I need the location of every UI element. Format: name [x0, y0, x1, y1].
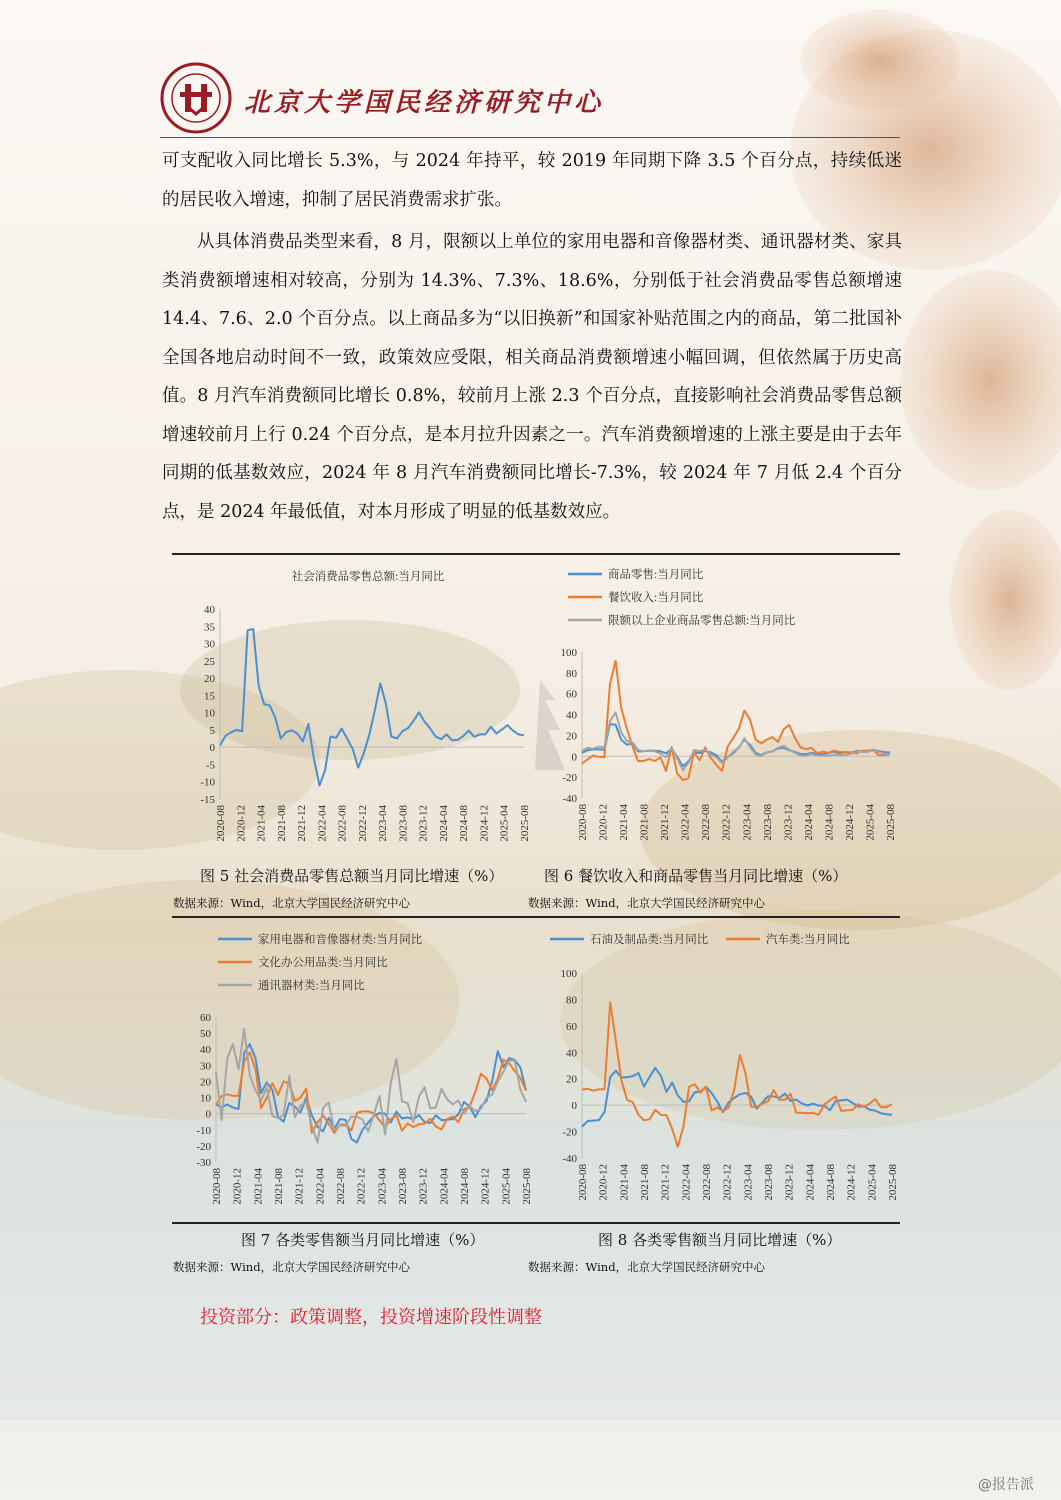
x-tick-label: 2021-12: [293, 1168, 306, 1205]
x-tick-label: 2024-04: [802, 804, 815, 841]
paragraph-1: 可支配收入同比增长 5.3%，与 2024 年持平，较 2019 年同期下降 3.5 个百分点，持续低迷的居民收入增速，抑制了居民消费需求扩张。: [162, 151, 902, 210]
x-tick-label: 2022-04: [314, 1168, 327, 1205]
figure-8-caption: 图 8 各类零售额当月同比增速（%）: [598, 1231, 842, 1249]
x-tick-label: 2021-04: [252, 1168, 265, 1205]
y-tick-label: 5: [209, 724, 215, 737]
legend-label: 汽车类:当月同比: [766, 934, 850, 946]
y-tick-label: 100: [560, 647, 577, 659]
x-tick-label: 2024-04: [804, 1164, 817, 1201]
figure-7-source: 数据来源：Wind，北京大学国民经济研究中心: [173, 1260, 411, 1274]
x-tick-label: 2024-04: [438, 1168, 451, 1205]
y-tick-label: 60: [566, 1020, 577, 1033]
y-tick-label: -40: [562, 793, 577, 805]
figure-5-caption: 图 5 社会消费品零售总额当月同比增速（%）: [200, 867, 504, 885]
y-tick-label: 0: [571, 751, 577, 764]
figure-mid-rule: [172, 916, 900, 918]
x-tick-label: 2024-08: [825, 1164, 837, 1201]
x-tick-label: 2021-08: [275, 805, 288, 842]
x-tick-label: 2021-12: [659, 1164, 672, 1201]
x-tick-label: 2025-08: [521, 1168, 533, 1205]
y-tick-label: -10: [196, 1124, 211, 1137]
x-tick-label: 2021-04: [618, 1164, 631, 1201]
x-tick-label: 2023-04: [376, 1168, 389, 1205]
x-tick-label: 2024-08: [823, 804, 836, 841]
y-tick-label: 20: [200, 1076, 211, 1089]
x-tick-label: 2022-12: [721, 1164, 734, 1201]
y-tick-label: 15: [204, 690, 215, 703]
chart-category-retail-1: [178, 925, 538, 1215]
x-tick-label: 2021-12: [659, 804, 672, 841]
x-tick-label: 2023-04: [377, 805, 390, 842]
x-tick-label: 2024-12: [479, 1168, 492, 1205]
x-tick-label: 2023-04: [742, 1164, 755, 1201]
x-tick-label: 2020-08: [577, 804, 589, 841]
y-tick-label: -10: [200, 776, 215, 789]
y-tick-label: 20: [204, 673, 215, 686]
y-tick-label: 20: [566, 730, 577, 743]
y-tick-label: 40: [566, 1047, 577, 1060]
x-tick-label: 2023-12: [782, 804, 795, 841]
chart-category-retail-2: [540, 925, 900, 1215]
x-tick-label: 2025-08: [885, 804, 897, 841]
x-tick-label: 2021-08: [639, 1164, 651, 1201]
chart-catering-goods-yoy: [540, 560, 900, 860]
y-tick-label: -5: [205, 759, 215, 772]
x-tick-label: 2021-08: [638, 804, 651, 841]
x-tick-label: 2024-04: [437, 805, 450, 842]
x-tick-label: 2023-12: [417, 1168, 430, 1205]
x-tick-label: 2025-08: [519, 805, 531, 842]
y-tick-label: -30: [196, 1157, 211, 1169]
y-tick-label: 40: [200, 1044, 211, 1057]
x-tick-label: 2023-04: [741, 804, 754, 841]
x-tick-label: 2022-08: [701, 1164, 713, 1201]
series-line-1: [216, 1044, 526, 1142]
x-tick-label: 2024-12: [845, 1164, 858, 1201]
figure-5-source: 数据来源：Wind，北京大学国民经济研究中心: [173, 896, 411, 910]
y-tick-label: 60: [566, 688, 577, 701]
x-tick-label: 2024-12: [843, 804, 856, 841]
y-tick-label: 35: [204, 621, 215, 634]
x-tick-label: 2025-08: [887, 1164, 899, 1201]
legend-label: 商品零售:当月同比: [608, 569, 704, 581]
body-text: [162, 142, 902, 531]
y-tick-label: 25: [204, 655, 215, 668]
paragraph-2: 从具体消费品类型来看，8 月，限额以上单位的家用电器和音像器材类、通讯器材类、家具类消费额增速相对较高，分别为 14.3%、7.3%、18.6%，分别低于社会消费品零售总额增速 14.4、7.6、2.0 个百分点。以上商品多为“以旧换新”和国家补贴范围之内的商品，第二批国补全国各地启动时间不一致，政策效应受限，相关商品消费额增速小幅回调，但依然属于历史高值。8 月汽车消费额同比增长 0.8%，较前月上涨 2.3 个百分点，直接影响社会消费品零售总额增速较前月上行 0.24 个百分点，是本月拉升因素之一。汽车消费额增速的上涨主要是由于去年同期的低基数效应，2024 年 8 月汽车消费额同比增长-7.3%，较 2024 年 7 月低 2.4 个百分点，是 2024 年最低值，对本月形成了明显的低基数效应。: [162, 232, 902, 522]
x-tick-label: 2023-08: [763, 1164, 775, 1201]
y-tick-label: 10: [200, 1092, 211, 1105]
x-tick-label: 2022-12: [356, 805, 369, 842]
legend-label: 石油及制品类:当月同比: [590, 934, 709, 946]
y-tick-label: -40: [562, 1153, 577, 1165]
x-tick-label: 2020-08: [577, 1164, 589, 1201]
y-tick-label: 0: [209, 742, 215, 755]
figure-8-source: 数据来源：Wind，北京大学国民经济研究中心: [528, 1260, 766, 1274]
section-title: 投资部分：政策调整，投资增速阶段性调整: [200, 1307, 542, 1328]
header-rule: [160, 137, 900, 138]
x-tick-label: 2024-08: [458, 805, 471, 842]
y-tick-label: -20: [562, 1126, 577, 1139]
y-tick-label: 60: [200, 1012, 211, 1024]
y-tick-label: 40: [204, 604, 215, 616]
x-tick-label: 2022-12: [720, 804, 733, 841]
x-tick-label: 2020-12: [235, 805, 248, 842]
series-line-3: [582, 712, 890, 770]
y-tick-label: 20: [566, 1073, 577, 1086]
x-tick-label: 2023-08: [397, 805, 410, 842]
y-tick-label: 30: [204, 638, 215, 651]
legend-label: 限额以上企业商品零售总额:当月同比: [608, 615, 796, 627]
university-logo: [160, 62, 232, 134]
legend-label: 文化办公用品类:当月同比: [258, 957, 388, 969]
y-tick-label: 50: [200, 1028, 211, 1041]
y-tick-label: -20: [196, 1140, 211, 1153]
header-title: 北京大学国民经济研究中心: [244, 88, 605, 118]
x-tick-label: 2023-12: [417, 805, 430, 842]
x-tick-label: 2021-04: [618, 804, 631, 841]
figure-6-source: 数据来源：Wind，北京大学国民经济研究中心: [528, 896, 766, 910]
x-tick-label: 2025-04: [866, 1164, 879, 1201]
page-header: [160, 62, 900, 138]
x-tick-label: 2022-04: [316, 805, 329, 842]
legend-label: 餐饮收入:当月同比: [608, 592, 704, 604]
legend-label: 通讯器材类:当月同比: [258, 980, 365, 992]
x-tick-label: 2022-08: [335, 1168, 347, 1205]
y-tick-label: 80: [566, 994, 577, 1007]
series-line-1: [220, 629, 524, 786]
figure-6-caption: 图 6 餐饮收入和商品零售当月同比增速（%）: [544, 867, 848, 885]
x-tick-label: 2024-12: [478, 805, 491, 842]
x-tick-label: 2021-12: [296, 805, 309, 842]
x-tick-label: 2023-08: [761, 804, 774, 841]
x-tick-label: 2021-08: [273, 1168, 285, 1205]
series-line-2: [582, 1002, 892, 1147]
x-tick-label: 2022-08: [700, 804, 713, 841]
y-tick-label: 40: [566, 709, 577, 722]
x-tick-label: 2025-04: [864, 804, 877, 841]
series-line-3: [216, 1029, 526, 1143]
y-tick-label: 100: [560, 968, 577, 980]
y-tick-label: 0: [205, 1108, 211, 1121]
x-tick-label: 2023-08: [397, 1168, 409, 1205]
legend-label: 家用电器和音像器材类:当月同比: [258, 934, 423, 946]
x-tick-label: 2024-08: [459, 1168, 471, 1205]
y-tick-label: -15: [200, 794, 215, 806]
figure-bottom-rule: [172, 1222, 900, 1224]
x-tick-label: 2022-08: [336, 805, 349, 842]
series-line-2: [582, 661, 890, 780]
x-tick-label: 2025-04: [498, 805, 511, 842]
y-tick-label: 0: [571, 1100, 577, 1113]
x-tick-label: 2020-08: [215, 805, 227, 842]
figure-top-rule: [172, 553, 900, 555]
watermark: @报告派: [978, 1477, 1034, 1493]
chart-title: 社会消费品零售总额:当月同比: [291, 571, 445, 583]
y-tick-label: 30: [200, 1060, 211, 1073]
x-tick-label: 2022-04: [679, 804, 692, 841]
chart-retail-sales-yoy: [178, 560, 538, 860]
x-tick-label: 2025-04: [500, 1168, 513, 1205]
x-tick-label: 2021-04: [255, 805, 268, 842]
y-tick-label: -20: [562, 772, 577, 785]
figure-7-caption: 图 7 各类零售额当月同比增速（%）: [241, 1231, 485, 1249]
x-tick-label: 2022-12: [355, 1168, 368, 1205]
x-tick-label: 2023-12: [783, 1164, 796, 1201]
x-tick-label: 2020-08: [211, 1168, 223, 1205]
y-tick-label: 10: [204, 707, 215, 720]
y-tick-label: 80: [566, 667, 577, 680]
x-tick-label: 2020-12: [231, 1168, 244, 1205]
x-tick-label: 2020-12: [597, 1164, 610, 1201]
x-tick-label: 2022-04: [680, 1164, 693, 1201]
x-tick-label: 2020-12: [597, 804, 610, 841]
